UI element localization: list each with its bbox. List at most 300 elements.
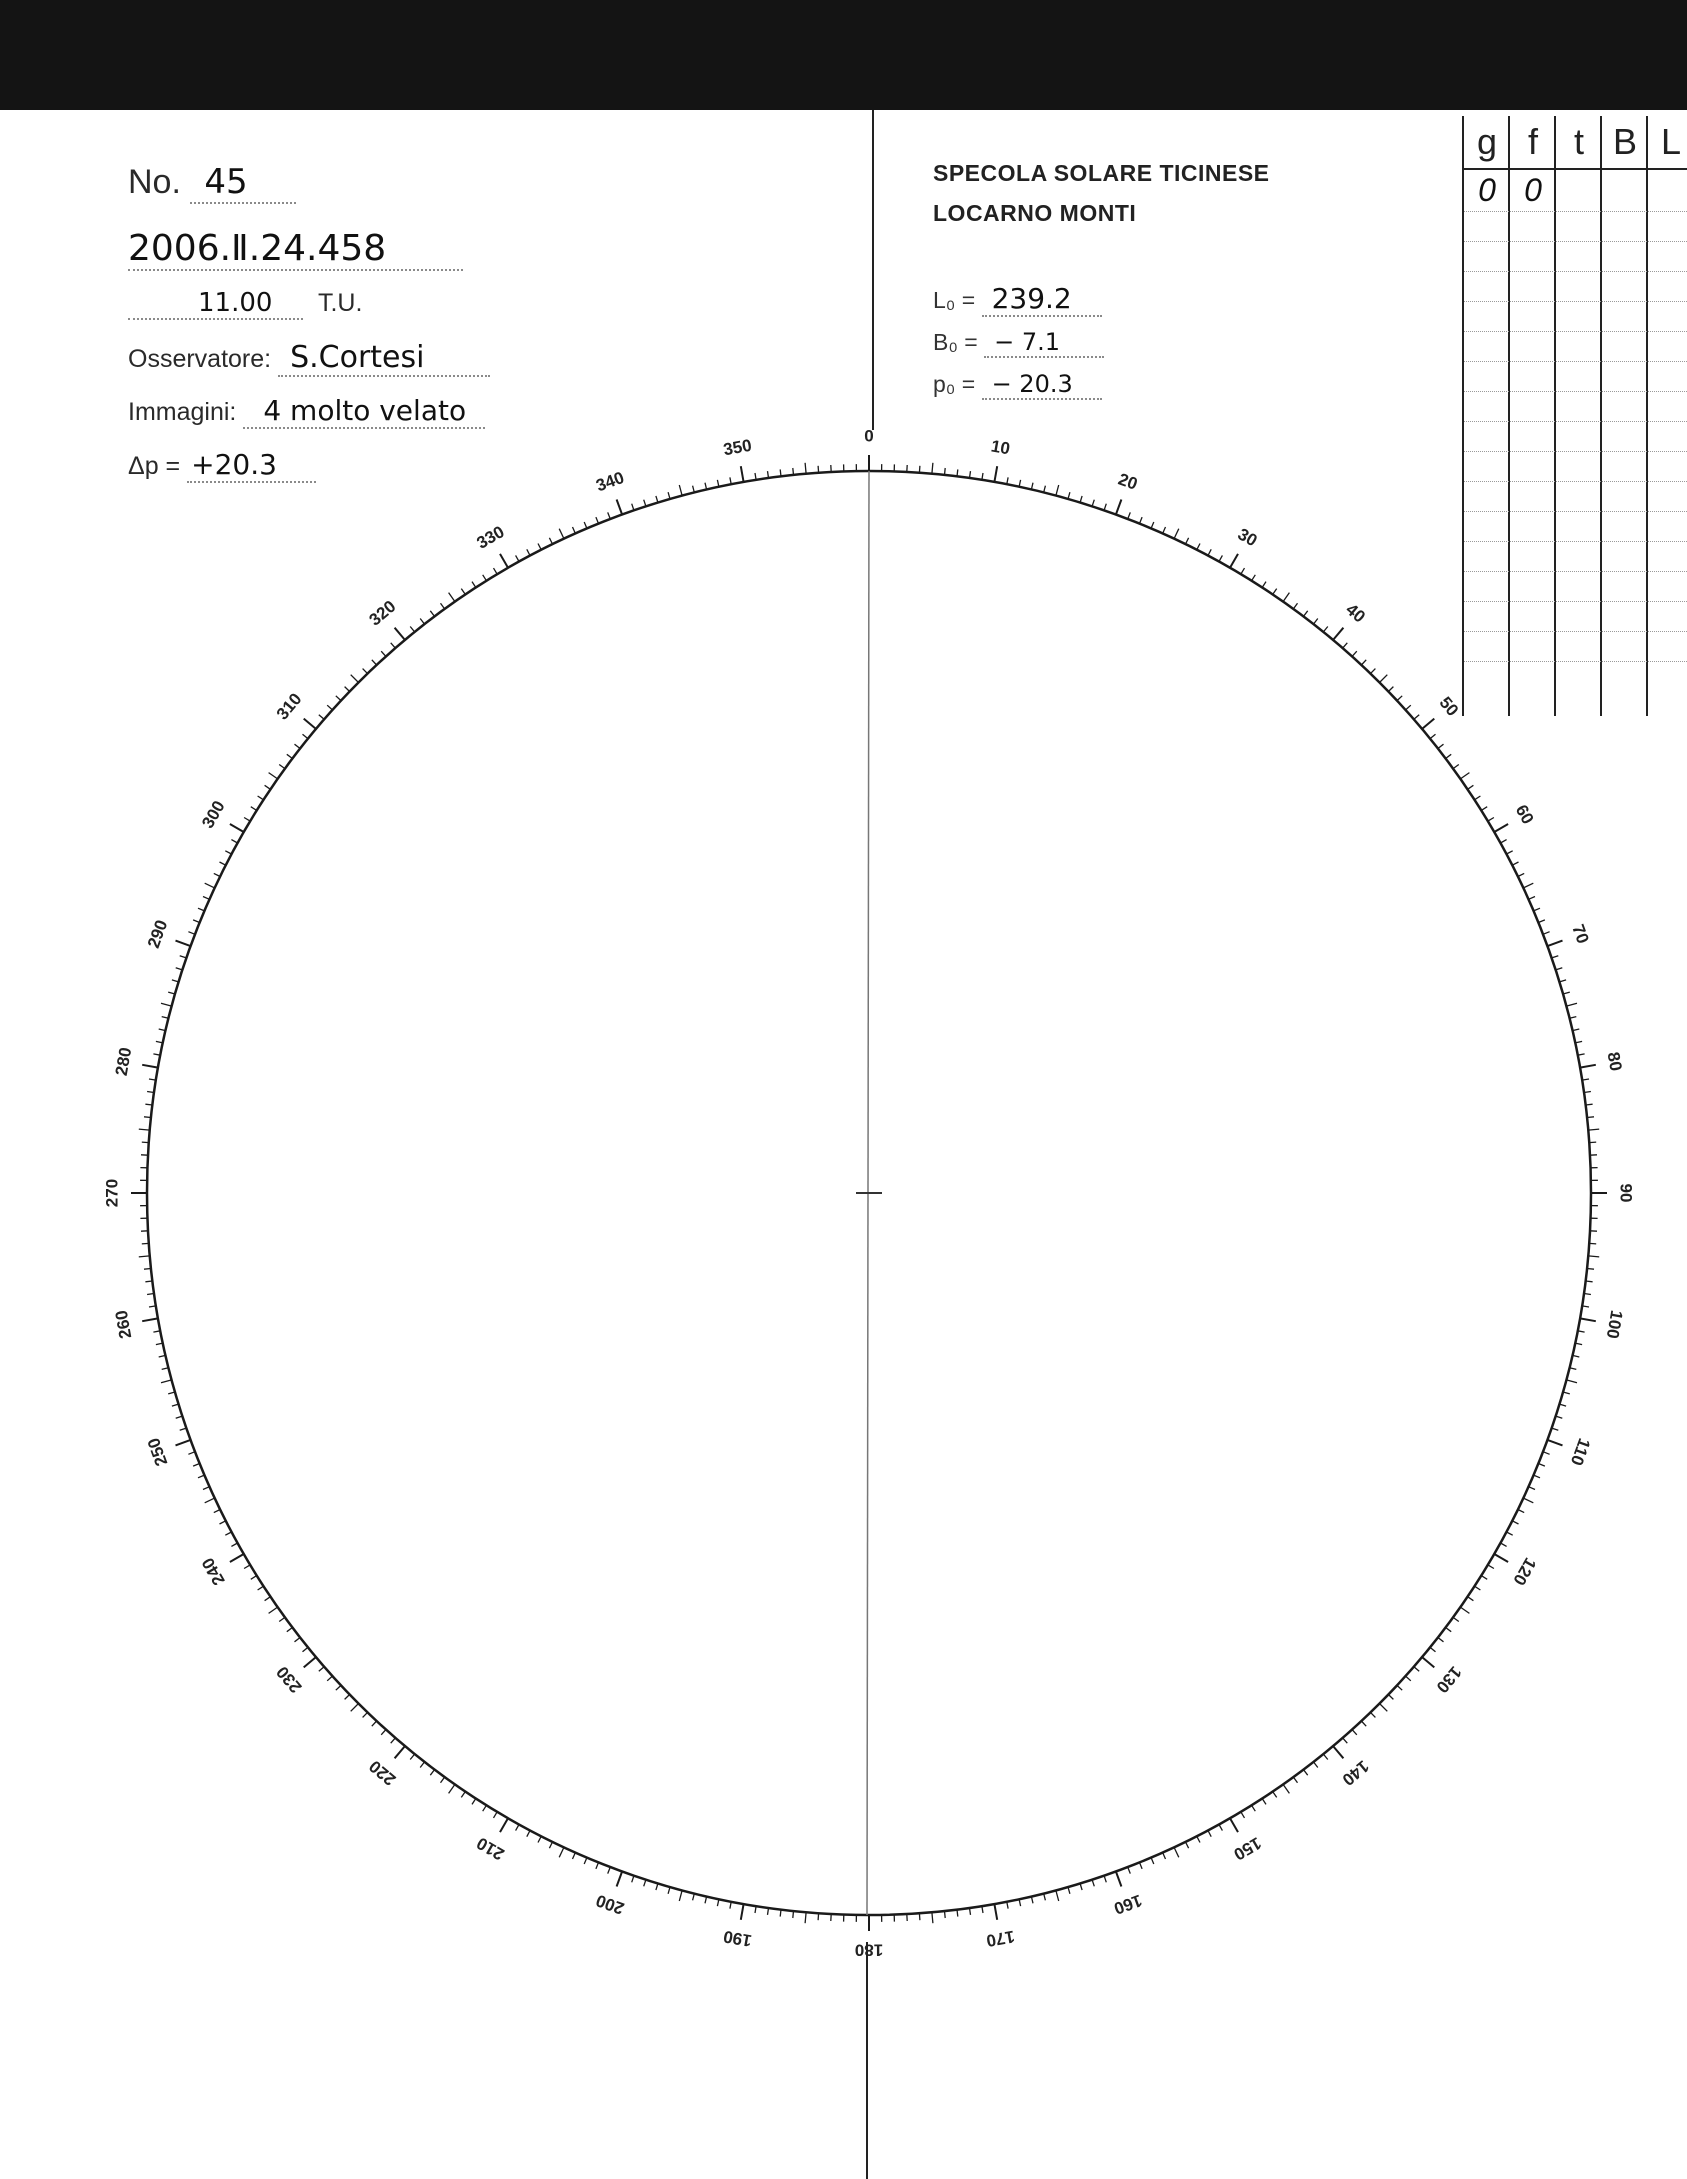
dial-tick [668,492,670,499]
dial-tick [472,582,476,588]
dial-tick [1068,1887,1070,1894]
dial-tick [198,908,204,911]
dial-tick [168,992,175,994]
dial-label: 70 [1568,921,1593,947]
dial-tick [410,1754,414,1759]
dial-tick [142,1318,158,1321]
dial-tick [244,1565,250,1569]
dial-tick [527,549,530,555]
dial-tick [1563,992,1570,994]
dial-tick [1056,485,1059,496]
dial-tick [372,660,377,665]
dial-tick [351,675,359,683]
dial-tick [441,603,445,609]
dial-tick [1230,554,1238,568]
dial-tick [1588,1129,1599,1130]
dial-tick [269,773,278,779]
dial-tick [1371,669,1376,674]
dial-label: 220 [365,1756,400,1790]
dial-tick [1494,1554,1508,1562]
dial-tick [1570,1368,1577,1370]
dial-tick [1587,1269,1594,1270]
dial-tick [1252,1805,1256,1811]
dial-tick [461,589,465,595]
dial-tick [231,1543,237,1546]
dial-tick [1252,575,1256,581]
dial-tick [516,555,519,561]
dial-tick [156,1343,163,1345]
dial-tick [608,512,611,519]
dial-label: 270 [102,1178,122,1208]
dial-tick [1262,1799,1266,1805]
dial-tick [1512,1521,1518,1524]
dial-tick [391,643,396,648]
dial-tick [159,1029,166,1031]
dial-tick [265,785,271,789]
dial-tick [780,469,781,476]
dial-tick [1453,765,1459,769]
table-value-f: 0 [1524,172,1542,208]
dial-tick [1388,1695,1393,1700]
dial-tick [1361,660,1366,665]
dial-tick [516,1825,519,1831]
dial-tick [818,466,819,473]
table-header-l: L [1660,121,1682,162]
dial-tick [203,1487,209,1490]
dial-tick [573,527,576,533]
dial-tick [205,883,215,888]
dial-tick [1304,611,1308,617]
dial-tick [220,1521,226,1524]
dial-label: 140 [1338,1756,1373,1790]
dial-tick [391,1738,396,1743]
dial-tick [1507,851,1513,854]
dial-label: 340 [593,467,627,496]
institution-location: LOCARNO MONTI [933,200,1137,226]
dial-tick [1397,1685,1402,1690]
dial-tick [303,1647,308,1651]
dial-tick [608,1867,611,1874]
number-label: No. [128,163,181,201]
dial-tick [144,1117,151,1118]
p0-value: − 20.3 [982,370,1102,400]
dial-tick [1208,549,1211,555]
observer-label: Osservatore: [128,345,272,373]
dial-tick [780,1910,781,1917]
dial-tick [805,1912,806,1923]
dial-tick [287,1628,293,1632]
dial-tick [139,1256,150,1257]
dial-tick [1552,956,1559,958]
dial-tick [994,466,997,482]
dial-label: 10 [989,436,1012,459]
dial-tick [1548,941,1563,947]
dial-tick [144,1269,151,1270]
table-header-b: B [1612,121,1637,162]
dial-label: 250 [143,1435,172,1469]
dial-tick [1092,500,1094,507]
dial-tick [549,1842,552,1848]
dial-tick [363,1712,368,1717]
dial-tick [1523,883,1533,888]
dial-tick [381,651,386,656]
dial-tick [1481,1576,1487,1580]
dial-tick [251,807,257,811]
dial-tick [1116,500,1122,515]
dial-tick [1273,1792,1277,1798]
dial-tick [1174,1847,1179,1857]
dial-tick [1283,1784,1289,1793]
dial-tick [168,1392,175,1394]
dial-tick [1273,589,1277,595]
dial-tick [717,1899,719,1906]
dial-label: 90 [1616,1183,1636,1203]
dial-tick [1556,968,1563,970]
dial-tick [1523,1498,1533,1503]
dial-label: 180 [854,1940,884,1960]
dial-tick [1293,1777,1297,1783]
time-unit: T.U. [317,289,363,317]
dial-label: 200 [593,1890,627,1919]
dial-tick [265,1597,271,1601]
dial-tick [327,705,332,710]
dial-tick [1333,628,1343,640]
dial-tick [172,980,179,982]
dial-label: 80 [1603,1050,1626,1073]
observer-value: S.Cortesi [278,340,490,377]
dial-tick [538,1836,541,1842]
dial-tick [193,920,200,923]
dial-tick [1197,1836,1200,1842]
dial-tick [1566,1380,1577,1383]
dial-label: 320 [365,596,400,630]
dial-tick [1186,1842,1189,1848]
dial-tick [1529,1487,1535,1490]
dial-tick [159,1355,166,1357]
dial-tick [1304,1770,1308,1776]
dial-tick [203,897,209,900]
dial-tick [395,628,405,640]
dial-tick [279,1617,285,1621]
dial-tick [932,463,933,474]
dial-tick [1422,719,1434,729]
dial-tick [1314,619,1318,625]
dial-tick [1241,1812,1245,1818]
dial-tick [251,1576,257,1580]
dial-tick [596,1862,599,1869]
dial-tick [1422,1657,1434,1667]
dial-label: 230 [272,1662,306,1697]
dial-tick [1534,1475,1540,1478]
dial-tick [1589,1142,1596,1143]
dial-tick [461,1792,465,1798]
dial-tick [705,1897,707,1904]
dial-tick [225,1532,231,1535]
dial-tick [1580,1065,1596,1068]
dial-tick [161,1003,172,1006]
dial-tick [483,1805,487,1811]
dial-tick [1481,807,1487,811]
dial-tick [1475,1586,1481,1590]
dial-tick [1573,1355,1580,1357]
dial-tick [430,611,434,617]
dial-label: 100 [1602,1308,1627,1341]
dial-tick [205,1498,215,1503]
dial-tick [1430,1647,1435,1651]
b0-value: − 7.1 [984,328,1104,358]
dial-tick [1501,840,1507,843]
dial-tick [668,1887,670,1894]
dial-tick [258,796,264,800]
dial-tick [395,1746,405,1758]
dial-tick [188,1452,195,1455]
dial-tick [225,851,231,854]
dial-tick [345,687,350,692]
dial-tick [1552,1428,1559,1430]
dial-tick [1080,496,1082,503]
dial-tick [527,1831,530,1837]
dial-tick [287,754,293,758]
dial-tick [919,1913,920,1920]
dial-label: 130 [1432,1662,1466,1697]
dial-tick [176,968,183,970]
time-value: 11.00 [128,288,303,320]
dial-label: 170 [984,1926,1017,1951]
dial-tick [1588,1256,1599,1257]
dial-tick [1580,1318,1596,1321]
dial-tick [741,1904,744,1920]
dial-tick [258,1586,264,1590]
dial-tick [145,1281,152,1282]
dial-label: 20 [1115,469,1141,494]
dial-tick [1080,1884,1082,1891]
p0-label: p₀ = [933,371,976,397]
dial-tick [176,1440,191,1446]
dial-tick [1241,568,1245,574]
dial-tick [957,469,958,476]
dial-tick [1371,1712,1376,1717]
dial-tick [1140,517,1143,524]
dial-tick [1587,1117,1594,1118]
dial-tick [336,1685,341,1690]
dial-tick [142,1065,158,1068]
dial-label: 240 [198,1554,229,1589]
dial-tick [1197,544,1200,550]
dial-tick [161,1380,172,1383]
b0-label: B₀ = [933,329,978,355]
dial-tick [1068,492,1070,499]
dial-tick [244,818,250,822]
dial-label: 290 [143,917,172,951]
dial-tick [230,824,244,832]
dial-label: 210 [473,1833,508,1864]
dial-tick [1174,529,1179,539]
table-header-f: f [1527,121,1538,162]
dial-label: 330 [473,522,508,553]
dial-tick [1538,920,1545,923]
dial-tick [1151,522,1154,528]
dial-tick [1397,696,1402,701]
dial-tick [214,873,220,876]
dial-tick [793,468,794,475]
dial-label: 40 [1342,599,1369,627]
dial-tick [303,734,308,738]
dial-tick [304,1657,316,1667]
dial-tick [1163,527,1166,533]
dial-tick [156,1041,163,1043]
dial-tick [162,1368,169,1370]
dial-tick [1044,1894,1046,1901]
dial-tick [1140,1862,1143,1869]
dial-tick [351,1704,359,1712]
dial-tick [1460,1607,1469,1613]
dial-tick [1128,512,1131,519]
dial-tick [1283,593,1289,602]
dial-tick [617,1872,623,1887]
dial-label: 190 [721,1926,754,1951]
dial-tick [1262,582,1266,588]
dial-tick [559,529,564,539]
dial-tick [1151,1858,1154,1864]
dial-label: 0 [864,426,874,446]
dial-tick [741,466,744,482]
dial-tick [1538,1464,1545,1467]
dial-tick [932,1912,933,1923]
dial-tick [1563,1392,1570,1394]
dial-tick [269,1607,278,1613]
dial-tick [142,1243,149,1244]
dial-tick [584,522,587,528]
dial-tick [142,1142,149,1143]
dial-tick [1352,1730,1357,1735]
dial-tick [188,932,195,935]
dial-tick [441,1777,445,1783]
dial-tick [945,468,946,475]
dial-tick [198,1475,204,1478]
dial-tick [430,1770,434,1776]
dial-label: 260 [111,1308,136,1341]
dial-tick [1529,897,1535,900]
dial-tick [1406,705,1411,710]
dial-tick [1488,818,1494,822]
dial-tick [573,1853,576,1859]
dial-tick [793,1911,794,1918]
dial-tick [1343,643,1348,648]
dial-tick [1163,1853,1166,1859]
dial-tick [679,485,682,496]
dial-tick [214,1510,220,1513]
dial-tick [919,466,920,473]
dial-tick [1573,1029,1580,1031]
dial-label: 60 [1511,801,1538,828]
dial-tick [1468,785,1474,789]
dial-tick [1543,932,1550,935]
dial-tick [1438,1638,1444,1642]
dial-tick [1230,1818,1238,1832]
dial-tick [1570,1017,1577,1019]
images-value: 4 molto velato [243,394,485,429]
date-value: 2006.Ⅱ.24.458 [128,228,463,271]
dial-tick [345,1695,350,1700]
dial-tick [1019,1899,1021,1906]
dial-tick [372,1721,377,1726]
dial-tick [632,504,634,511]
dial-tick [1361,1721,1366,1726]
dial-tick [1475,796,1481,800]
dial-tick [231,840,237,843]
dial-tick [1219,1825,1222,1831]
dial-tick [1548,1440,1563,1446]
dial-tick [1406,1676,1411,1681]
dial-tick [483,575,487,581]
dial-tick [1460,773,1469,779]
images-label: Immagini: [128,398,237,426]
dial-tick [1430,734,1435,738]
dial-tick [381,1730,386,1735]
dial-tick [1543,1452,1550,1455]
dial-tick [220,862,226,865]
dial-tick [693,486,695,493]
dial-tick [1556,1416,1563,1418]
dial-tick [1380,1704,1388,1712]
dial-tick [1512,862,1518,865]
dial-tick [1518,873,1524,876]
dial-tick [410,627,414,632]
dial-label: 350 [721,435,754,460]
dial-tick [449,1784,455,1793]
dial-tick [1575,1041,1582,1043]
dial-label: 300 [198,797,229,832]
dial-label: 310 [272,689,306,724]
dial-tick [1092,1880,1094,1887]
number-value: 45 [190,162,296,204]
table-header-t: t [1573,121,1584,162]
dial-tick [1019,480,1021,487]
dial-tick [1323,1754,1327,1759]
dial-tick [1116,1872,1122,1887]
dial-tick [1293,603,1297,609]
dial-tick [1446,1628,1452,1632]
dial-tick [717,480,719,487]
dial-tick [656,496,658,503]
dial-label: 110 [1566,1435,1594,1469]
dial-tick [805,463,806,474]
dial-tick [1589,1243,1596,1244]
dial-tick [230,1554,244,1562]
dial-tick [295,744,301,748]
delta-p-label: Δp = [128,452,181,480]
dial-tick [1501,1543,1507,1546]
dial-label: 120 [1509,1554,1540,1589]
dial-tick [1031,1897,1033,1904]
dial-tick [295,1638,301,1642]
dial-tick [162,1017,169,1019]
dial-tick [1534,908,1540,911]
dial-tick [994,1904,997,1920]
dial-tick [1352,651,1357,656]
dial-tick [945,1911,946,1918]
l0-label: L₀ = [933,287,976,313]
dial-tick [1414,715,1419,720]
dial-tick [172,1404,179,1406]
dial-tick [1314,1762,1318,1768]
dial-tick [1488,1565,1494,1569]
dial-tick [1219,555,1222,561]
dial-tick [1446,754,1452,758]
dial-tick [1104,504,1106,511]
dial-tick [656,1884,658,1891]
dial-tick [279,765,285,769]
